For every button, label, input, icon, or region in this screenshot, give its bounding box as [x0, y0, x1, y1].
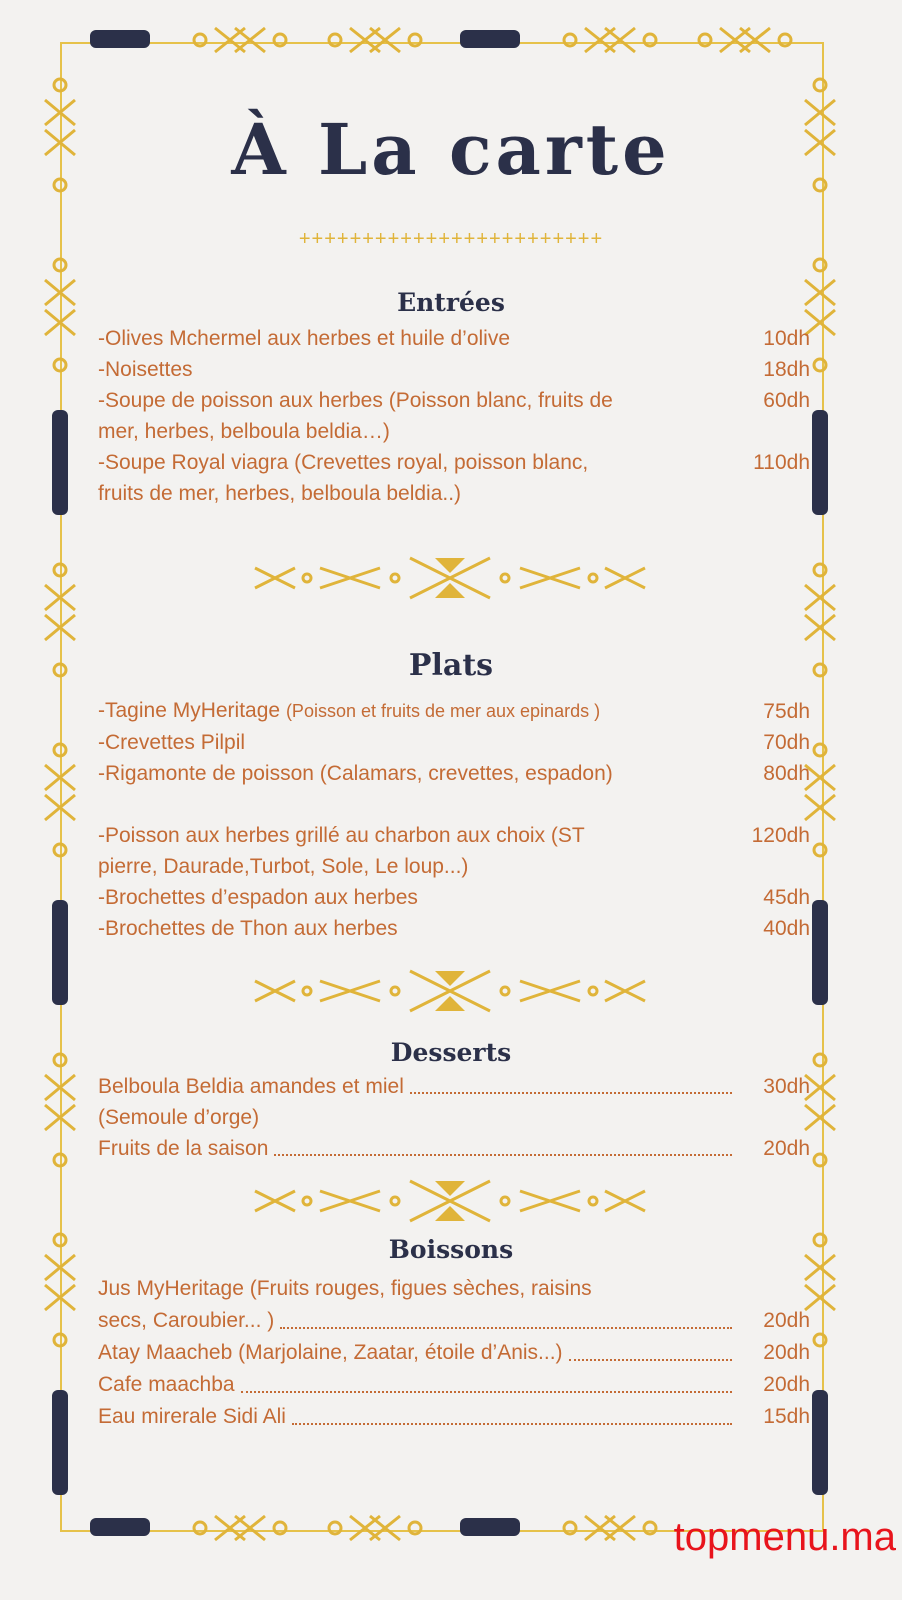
section-divider-ornament — [250, 1176, 650, 1226]
list-item: Atay Maacheb (Marjolaine, Zaatar, étoile d’Anis...) 20dh — [98, 1341, 810, 1364]
section-heading-entrees: Entrées — [397, 288, 505, 317]
section-heading-plats: Plats — [408, 648, 494, 683]
desserts-list — [98, 1071, 810, 1164]
list-item: Eau mirerale Sidi Ali 15dh — [98, 1405, 810, 1428]
section-divider-ornament — [250, 966, 650, 1016]
left-border-motif — [40, 70, 80, 1510]
page-title: À La carte — [231, 108, 671, 191]
list-item: -Soupe de poisson aux herbes (Poisson blanc, fruits de 60dh — [98, 389, 810, 412]
list-item: -Brochettes de Thon aux herbes 40dh — [98, 917, 810, 940]
list-item: -Rigamonte de poisson (Calamars, crevettes, espadon) 80dh — [98, 762, 810, 785]
top-border-motif — [85, 20, 825, 60]
list-item: -Poisson aux herbes grillé au charbon aux choix (ST 120dh — [98, 824, 810, 847]
list-item: Jus MyHeritage (Fruits rouges, figues sèches, raisins — [98, 1277, 592, 1300]
list-item: Fruits de la saison 20dh — [98, 1137, 810, 1160]
list-item: -Tagine MyHeritage (Poisson et fruits de mer aux epinards ) 75dh — [98, 699, 810, 723]
list-item: -Noisettes 18dh — [98, 358, 810, 381]
item-continuation: fruits de mer, herbes, belboula beldia..) — [98, 482, 462, 505]
item-continuation: secs, Caroubier... ) 20dh — [98, 1309, 810, 1332]
item-continuation: mer, herbes, belboula beldia…) — [98, 420, 390, 443]
list-item: Belboula Beldia amandes et miel 30dh — [98, 1075, 810, 1098]
watermark: topmenu.ma — [673, 1515, 896, 1559]
list-item: -Olives Mchermel aux herbes et huile d’olive 10dh — [98, 327, 810, 350]
list-item: Cafe maachba 20dh — [98, 1373, 810, 1396]
plats-list — [98, 695, 810, 944]
entrees-list — [98, 323, 810, 509]
list-item: -Brochettes d’espadon aux herbes 45dh — [98, 886, 810, 909]
section-heading-desserts: Desserts — [390, 1038, 512, 1067]
list-item: -Crevettes Pilpil 70dh — [98, 731, 810, 754]
section-heading-boissons: Boissons — [388, 1235, 514, 1264]
section-divider-ornament — [250, 553, 650, 603]
item-continuation: pierre, Daurade,Turbot, Sole, Le loup...) — [98, 855, 469, 878]
item-continuation: (Semoule d’orge) — [98, 1106, 260, 1129]
boissons-list — [98, 1273, 810, 1433]
list-item: -Soupe Royal viagra (Crevettes royal, poisson blanc, 110dh — [98, 451, 810, 474]
title-underline-ornament: ++++++++++++++++++++++++ — [298, 228, 604, 250]
